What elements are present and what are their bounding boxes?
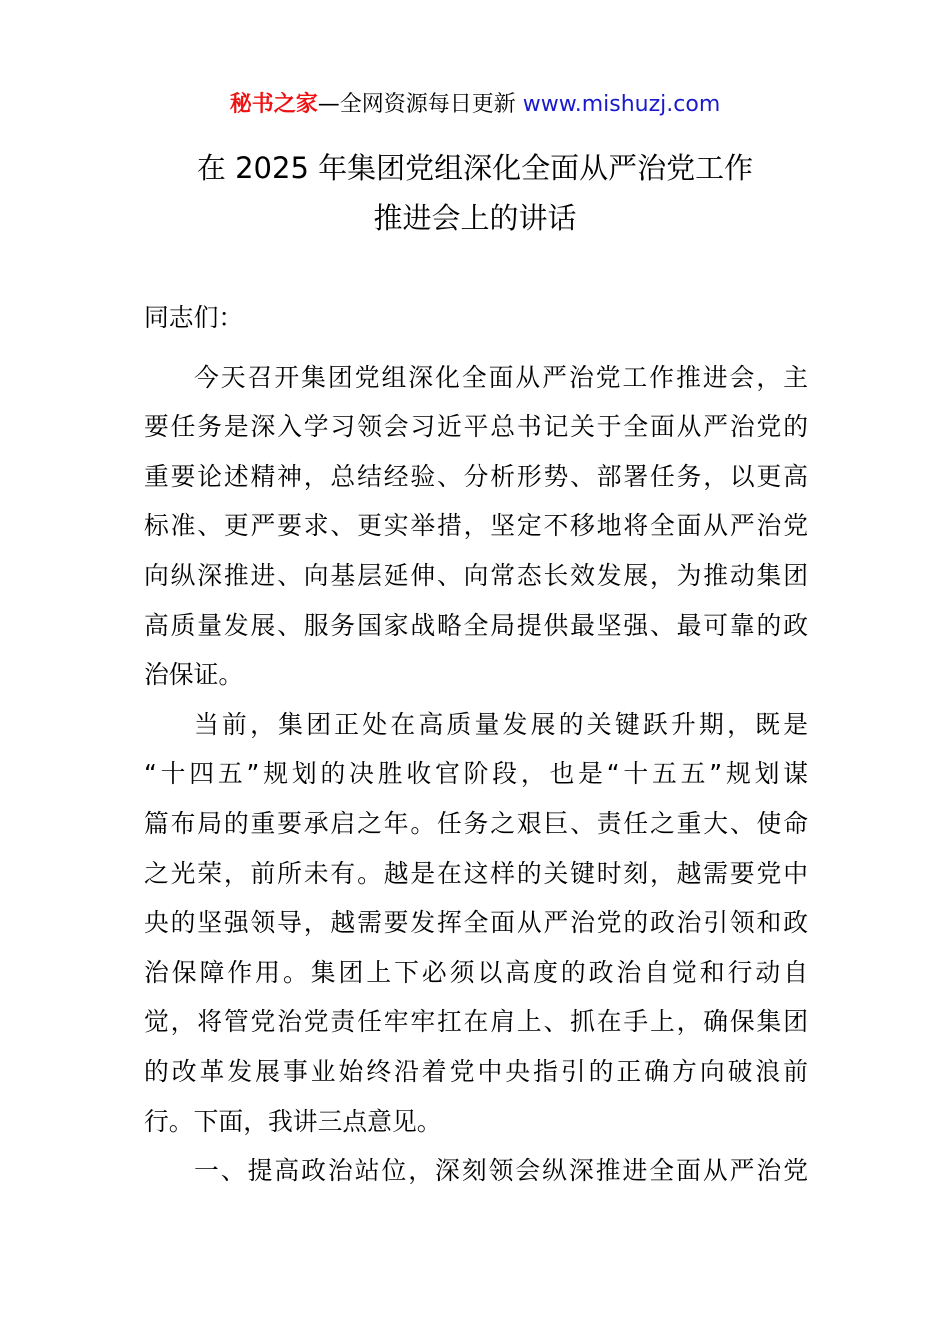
paragraph-1 <box>144 356 808 703</box>
brand-name: 秘书之家 <box>229 92 318 117</box>
paragraph-line: 治保证。 <box>144 660 244 690</box>
paragraph-line: 之光荣，前所未有。越是在这样的关键时刻，越需要党中 <box>144 858 808 888</box>
paragraph-line: 觉，将管党治党责任牢牢扛在肩上、抓在手上，确保集团 <box>144 1007 808 1037</box>
site-url-link[interactable]: www.mishuzj.com <box>522 92 721 117</box>
paragraph-line: 央的坚强领导，越需要发挥全面从严治党的政治引领和政 <box>144 908 808 938</box>
paragraph-line: 今天召开集团党组深化全面从严治党工作推进会，主 <box>194 362 808 392</box>
header-slogan: —全网资源每日更新 <box>317 92 523 117</box>
paragraph-2 <box>144 703 808 1149</box>
paragraph-line: 行。下面，我讲三点意见。 <box>144 1106 442 1136</box>
paragraph-line: 治保障作用。集团上下必须以高度的政治自觉和行动自 <box>144 957 808 987</box>
paragraph-line: 要任务是深入学习领会习近平总书记关于全面从严治党的 <box>144 412 808 442</box>
paragraph-line: 重要论述精神，总结经验、分析形势、部署任务，以更高 <box>144 461 808 491</box>
salutation: 同志们： <box>144 303 244 332</box>
paragraph-line: “十四五”规划的决胜收官阶段，也是“十五五”规划谋 <box>144 759 808 789</box>
paragraph-line: 篇布局的重要承启之年。任务之艰巨、责任之重大、使命 <box>144 808 808 838</box>
site-header <box>0 88 950 122</box>
document-title-line-1: 在 2025 年集团党组深化全面从严治党工作 <box>196 151 754 185</box>
document-body <box>144 296 808 1199</box>
paragraph-line: 当前，集团正处在高质量发展的关键跃升期，既是 <box>194 709 808 739</box>
paragraph-line: 向纵深推进、向基层延伸、向常态长效发展，为推动集团 <box>144 560 808 590</box>
document-title-line-2: 推进会上的讲话 <box>373 201 577 235</box>
section-heading: 一、提高政治站位，深刻领会纵深推进全面从严治党 <box>194 1156 808 1186</box>
paragraph-line: 的改革发展事业始终沿着党中央指引的正确方向破浪前 <box>144 1056 808 1086</box>
paragraph-line: 高质量发展、服务国家战略全局提供最坚强、最可靠的政 <box>144 610 808 640</box>
paragraph-line: 标准、更严要求、更实举措，坚定不移地将全面从严治党 <box>144 511 808 541</box>
